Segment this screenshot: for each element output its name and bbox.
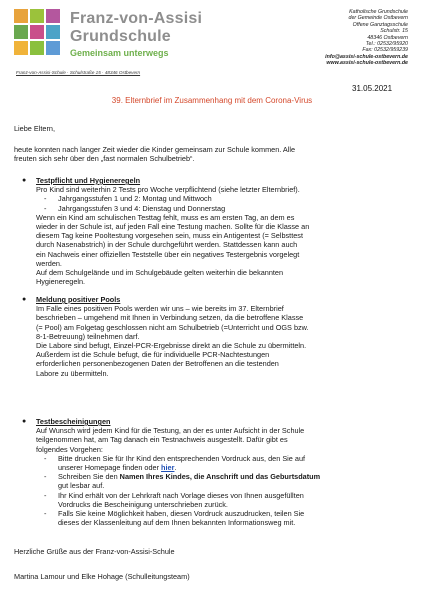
section-line: Labore zu übermitteln.	[36, 368, 109, 378]
section-line: 8-1-Betreuung) teilnehmen darf.	[36, 331, 140, 341]
section-line: werden.	[36, 258, 62, 268]
list-item-text: Vordrucks die Bescheinigung unterschrieben zurück.	[58, 499, 228, 509]
logo-tile	[46, 25, 60, 39]
section-line: folgendes Vorgehen:	[36, 444, 103, 454]
list-item-text: Bitte drucken Sie für Ihr Kind den entsprechenden Vordruck aus, den Sie auf	[58, 453, 306, 463]
section-line: Hygieneregeln.	[36, 277, 86, 287]
list-item	[36, 463, 412, 472]
list-item	[36, 481, 412, 490]
dash-icon: -	[44, 203, 47, 213]
section-line: Außerdem ist die Schule befugt, die für individuelle PCR-Nachtestungen	[36, 350, 270, 360]
list-item	[36, 454, 412, 463]
address-web[interactable]: www.assisi-schule-ostbevern.de	[326, 60, 408, 67]
bullet-icon: ●	[22, 418, 27, 425]
section-heading: Testpflicht und Hygieneregeln	[36, 176, 141, 185]
address-line: der Gemeinde Ostbevern	[348, 15, 408, 22]
list-item-text: dieses der Klassenleitung auf dem Ihnen bekannten Informationsweg mit.	[58, 518, 296, 528]
bullet-icon: ●	[22, 177, 27, 184]
section-line: Pro Kind sind weiterhin 2 Tests pro Woche verpflichtend (siehe letzter Elternbrief).	[36, 185, 300, 195]
section-line: Die Labore sind befugt, Einzel-PCR-Ergebnisse direkt an die Schule zu übermitteln.	[36, 341, 307, 351]
list-item	[36, 472, 412, 481]
logo-tiles	[14, 9, 64, 59]
letter-date: 31.05.2021	[352, 84, 393, 93]
section-line: Wenn ein Kind am schulischen Testtag fehlt, muss es am ersten Tag, an dem es	[36, 212, 295, 222]
school-logo	[14, 9, 224, 61]
section-positive-pools	[22, 295, 412, 378]
address-line: Schulstr. 15	[380, 28, 408, 35]
school-address	[300, 9, 408, 67]
logo-tile	[14, 25, 28, 39]
address-line: Fax: 02532/959239	[362, 47, 408, 54]
intro-paragraph	[14, 145, 412, 163]
list-item-text: .	[174, 463, 177, 473]
address-line: Tel.: 02532/95920	[365, 41, 408, 48]
dash-icon: -	[44, 472, 47, 482]
dash-icon: -	[44, 453, 47, 463]
address-line: Offene Ganztagsschule	[352, 21, 408, 28]
section-line: beschrieben – umgehend mit Ihnen in Verbindung setzen, da die betroffene Klasse	[36, 313, 304, 323]
intro-line: heute konnten nach langer Zeit wieder die Kinder gemeinsam zur Schule kommen. Alle	[14, 145, 296, 154]
address-line: Katholische Grundschule	[349, 9, 408, 15]
logo-tile	[14, 41, 28, 55]
section-line: (= Pool) am Folgetag geschlossen nicht am Schulbetrieb (=Unterricht und OGS bzw.	[36, 322, 309, 332]
address-email[interactable]: info@assisi-schule-ostbevern.de	[325, 53, 408, 60]
download-link[interactable]: hier	[161, 463, 175, 473]
dash-icon: -	[44, 490, 47, 500]
logo-tile	[30, 25, 44, 39]
list-item-text: Schreiben Sie den	[58, 472, 120, 482]
section-line: erforderlichen personenbezogenen Daten der Betroffenen an die testenden	[36, 359, 279, 369]
logo-tile	[14, 9, 28, 23]
closing-line: Herzliche Grüße aus der Franz-von-Assisi-Schule	[14, 547, 175, 556]
section-line: Auf dem Schulgelände und im Schulgebäude gelten weiterhin die bekannten	[36, 268, 284, 278]
list-item-text: Jahrgangsstufen 1 und 2: Montag und Mittwoch	[58, 194, 212, 204]
list-item	[36, 518, 412, 527]
section-heading: Testbescheinigungen	[36, 417, 111, 426]
logo-subtitle: Grundschule	[70, 28, 171, 45]
dash-icon: -	[44, 509, 47, 519]
letter-subject: 39. Elternbrief im Zusammenhang mit dem Corona-Virus	[111, 96, 313, 105]
sender-line: Franz-von-Assisi-Schule · Schulstraße 15 · 48346 Ostbevern	[16, 70, 141, 75]
list-item-text: unserer Homepage finden oder	[58, 463, 162, 473]
list-item	[36, 204, 412, 213]
list-item	[36, 194, 412, 203]
greeting: Liebe Eltern,	[14, 124, 55, 133]
section-line: wieder in der Schule ist, auf jeden Fall eine Testung machen. Sollte für die Klasse an	[36, 222, 310, 232]
section-line: durch Nasenabstrich) in der Schule durchgeführt werden. Stattdessen kann auch	[36, 240, 298, 250]
logo-tile	[46, 41, 60, 55]
section-line: ein Nachweis einer offiziellen Teststelle über ein negatives Testergebnis vorgelegt	[36, 249, 300, 259]
list-item	[36, 500, 412, 509]
logo-tile	[30, 9, 44, 23]
section-line: Im Falle eines positiven Pools werden wir uns – wie bereits im 37. Elternbrief	[36, 304, 284, 314]
logo-tile	[46, 9, 60, 23]
emphasized-text: Namen Ihres Kindes, die Anschrift und das Geburtsdatum	[119, 472, 321, 482]
section-heading: Meldung positiver Pools	[36, 295, 121, 304]
section-testing-rules	[22, 176, 412, 287]
signature-line: Martina Lamour und Elke Hohage (Schulleitungsteam)	[14, 572, 190, 581]
dash-icon: -	[44, 194, 47, 204]
list-item	[36, 491, 412, 500]
section-line: teilgenommen hat, am Tag danach ein Testnachweis ausgestellt. Dafür gibt es	[36, 435, 288, 445]
list-item-text: Jahrgangsstufen 3 und 4: Dienstag und Donnerstag	[58, 203, 226, 213]
address-line: 48346 Ostbevern	[367, 34, 408, 41]
bullet-icon: ●	[22, 296, 27, 303]
section-line: Auf Wunsch wird jedem Kind für die Testung, an der es unter Aufsicht in der Schule	[36, 426, 305, 436]
logo-tile	[30, 41, 44, 55]
section-test-certificates	[22, 417, 412, 528]
list-item-text: Ihr Kind erhält von der Lehrkraft nach Vorlage dieses von Ihnen ausgefüllten	[58, 490, 304, 500]
list-item-text: Falls Sie keine Möglichkeit haben, diesen Vordruck auszudrucken, teilen Sie	[58, 509, 305, 519]
list-item-text: gut lesbar auf.	[58, 481, 105, 491]
intro-line: freuten sich sehr über den „fast normalen Schulbetrieb“.	[14, 154, 195, 164]
section-line: diesem Tag keine Pooltestung vorgesehen sein, muss ein Antigentest (= Selbsttest	[36, 231, 303, 241]
list-item	[36, 509, 412, 518]
logo-tagline: Gemeinsam unterwegs	[70, 48, 169, 58]
logo-title: Franz-von-Assisi	[70, 10, 203, 27]
